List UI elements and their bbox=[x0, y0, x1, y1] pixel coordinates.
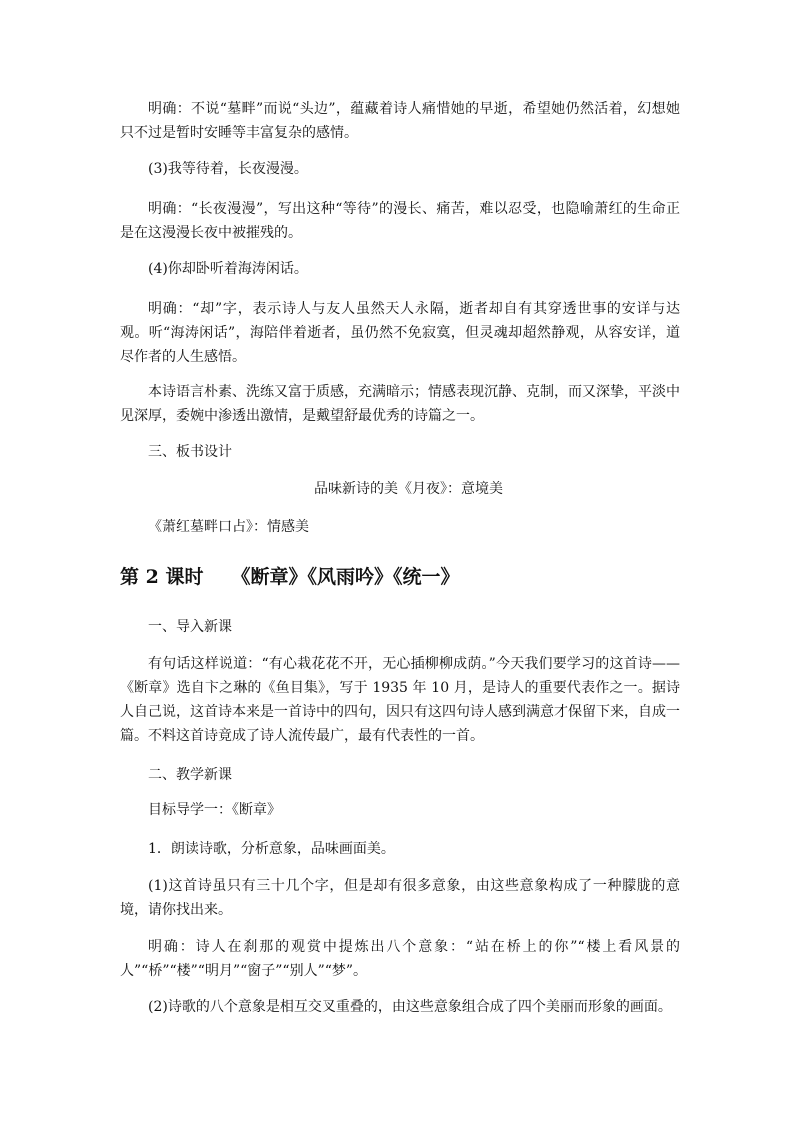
question-1: (1)这首诗虽只有三十几个字，但是却有很多意象，由这些意象构成了一种朦胧的意境，请你找出来。 bbox=[120, 878, 680, 918]
summary-paragraph: 本诗语言朴素、洗练又富于质感，充满暗示；情感表现沉静、克制，而又深挚，平淡中见深厚，委婉中渗透出激情，是戴望舒最优秀的诗篇之一。 bbox=[120, 384, 680, 424]
question-4: (4)你却卧听着海涛闲话。 bbox=[148, 261, 308, 277]
intro-paragraph: 有句话这样说道：“有心栽花花不开，无心插柳柳成荫。”今天我们要学习的这首诗——《断章》选自卞之琳的《鱼目集》，写于 1935 年 10 月，是诗人的重要代表作之一。据诗人自己说，这首诗本来是一首诗中的四句，因只有这四句诗人感到满意才保留下来，自成一篇。不料这首诗竟成了诗人流传最广，最有代表性的一首。 bbox=[120, 656, 680, 744]
board-line-2: 《萧红墓畔口占》：情感美 bbox=[148, 519, 309, 535]
section-teaching: 二、教学新课 bbox=[148, 767, 232, 783]
explanation-paragraph-3: 明确：“长夜漫漫”，写出这种“等待”的漫长、痛苦，难以忍受，也隐喻萧红的生命正是在这漫漫长夜中被摧残的。 bbox=[120, 201, 680, 241]
question-3: (3)我等待着，长夜漫漫。 bbox=[148, 161, 308, 177]
lesson-number: 第 2 课时 bbox=[120, 566, 204, 588]
explanation-paragraph-4: 明确：“却”字，表示诗人与友人虽然天人永隔，逝者却自有其穿透世事的安详与达观。听“海涛闲话”，海陪伴着逝者，虽仍然不免寂寞，但灵魂却超然静观，从容安详，道尽作者的人生感悟。 bbox=[120, 301, 680, 365]
section-board-design: 三、板书设计 bbox=[148, 444, 232, 460]
section-intro: 一、导入新课 bbox=[148, 619, 232, 635]
lesson-heading bbox=[120, 563, 680, 591]
task-1: 1．朗读诗歌，分析意象，品味画面美。 bbox=[148, 841, 395, 857]
explanation-images: 明确：诗人在刹那的观赏中提炼出八个意象：“站在桥上的你”“楼上看风景的人”“桥”“楼”“明月”“窗子”“别人”“梦”。 bbox=[120, 939, 680, 979]
question-2: (2)诗歌的八个意象是相互交叉重叠的，由这些意象组合成了四个美丽而形象的画面。 bbox=[148, 999, 672, 1015]
board-line-1: 品味新诗的美《月夜》：意境美 bbox=[314, 481, 503, 497]
goal-1-heading: 目标导学一：《断章》 bbox=[148, 802, 281, 818]
explanation-paragraph-1: 明确：不说“墓畔”而说“头边”，蕴藏着诗人痛惜她的早逝，希望她仍然活着，幻想她只不过是暂时安睡等丰富复杂的感情。 bbox=[120, 101, 680, 141]
lesson-titles: 《断章》《风雨吟》《统一》 bbox=[231, 566, 460, 588]
